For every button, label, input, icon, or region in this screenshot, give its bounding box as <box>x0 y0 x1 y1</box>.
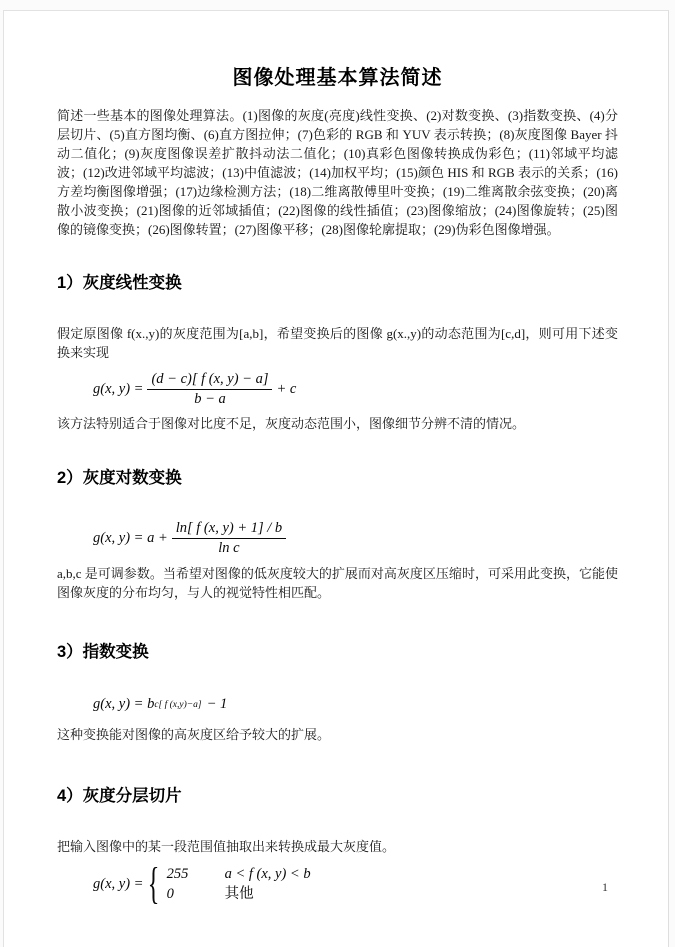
section-2-note: a,b,c 是可调参数。当希望对图像的低灰度较大的扩展而对高灰度区压缩时，可采用此变换，它能使图像灰度的分布均匀，与人的视觉特性相匹配。 <box>57 566 618 600</box>
case-2-value: 0 <box>166 886 174 902</box>
formula-fraction <box>172 520 286 557</box>
section-3-heading: 3）指数变换 <box>57 643 149 661</box>
formula-gray-slicing <box>93 859 618 908</box>
case-2-condition: 其他 <box>224 886 254 902</box>
formula-lhs: g(x, y) = b <box>93 696 155 712</box>
page-number: 1 <box>602 880 608 894</box>
formula-linear-transform <box>93 371 618 408</box>
case-1-condition: a < f (x, y) < b <box>224 866 311 882</box>
formula-tail: − 1 <box>206 696 228 712</box>
section-4 <box>57 782 618 908</box>
formula-lhs: g(x, y) = <box>93 381 144 397</box>
section-4-paragraph: 把输入图像中的某一段范围值抽取出来转换成最大灰度值。 <box>57 839 396 854</box>
section-3 <box>57 638 618 744</box>
case-rows <box>167 864 311 904</box>
section-1 <box>57 269 618 433</box>
fraction-numerator: ln[ f (x, y) + 1] / b <box>172 520 286 539</box>
section-4-heading: 4）灰度分层切片 <box>57 787 182 805</box>
fraction-numerator: (d − c)[ f (x, y) − a] <box>147 371 272 390</box>
formula-tail: + c <box>276 381 297 397</box>
section-3-note: 这种变换能对图像的高灰度区给予较大的扩展。 <box>57 727 331 742</box>
section-2-heading: 2）灰度对数变换 <box>57 469 182 487</box>
page-title: 图像处理基本算法简述 <box>232 67 443 89</box>
page-content <box>4 11 668 908</box>
section-1-heading: 1）灰度线性变换 <box>57 274 182 292</box>
section-2 <box>57 464 618 602</box>
fraction-denominator: ln c <box>218 540 240 556</box>
formula-fraction <box>147 371 272 408</box>
formula-lhs: g(x, y) = <box>93 875 144 892</box>
case-row-1 <box>167 864 311 884</box>
formula-exp-transform: g(x, y) = b c[ f (x,y)−a] − 1 <box>93 696 228 712</box>
case-row-2 <box>167 884 311 904</box>
formula-log-transform <box>93 520 618 557</box>
document-page <box>3 10 669 947</box>
piecewise-cases <box>143 859 311 908</box>
section-1-paragraph: 假定原图像 f(x.,y)的灰度范围为[a,b]，希望变换后的图像 g(x.,y)的动态范围为[c,d]，则可用下述变换来实现 <box>57 326 618 360</box>
case-1-value: 255 <box>166 866 189 882</box>
section-1-note: 该方法特别适合于图像对比度不足，灰度动态范围小，图像细节分辨不清的情况。 <box>57 416 526 431</box>
intro-paragraph: 简述一些基本的图像处理算法。(1)图像的灰度(亮度)线性变换、(2)对数变换、(3)指数变换、(4)分层切片、(5)直方图均衡、(6)直方图拉伸；(7)色彩的 RGB 和 YUV 表示转换；(8)灰度图像 Bayer 抖动二值化；(9)灰度图像误差扩散抖动法二值化；(10)真彩色图像转换成伪彩色；(11)邻域平均滤波；(12)改进邻域平均滤波；(13)中值滤波；(14)加权平均；(15)颜色 HIS 和 RGB 表示的关系；(16)方差均衡图像增强；(17)边缘检测方法；(18)二维离散傅里叶变换；(19)二维离散余弦变换；(20)离散小波变换；(21)图像的近邻域插值；(22)图像的线性插值；(23)图像缩放；(24)图像旋转；(25)图像的镜像变换；(26)图像转置；(27)图像平移；(28)图像轮廓提取；(29)伪彩色图像增强。 <box>57 108 618 237</box>
formula-lhs: g(x, y) = a + <box>93 530 168 546</box>
left-brace: { <box>148 859 160 908</box>
fraction-denominator: b − a <box>194 391 226 407</box>
